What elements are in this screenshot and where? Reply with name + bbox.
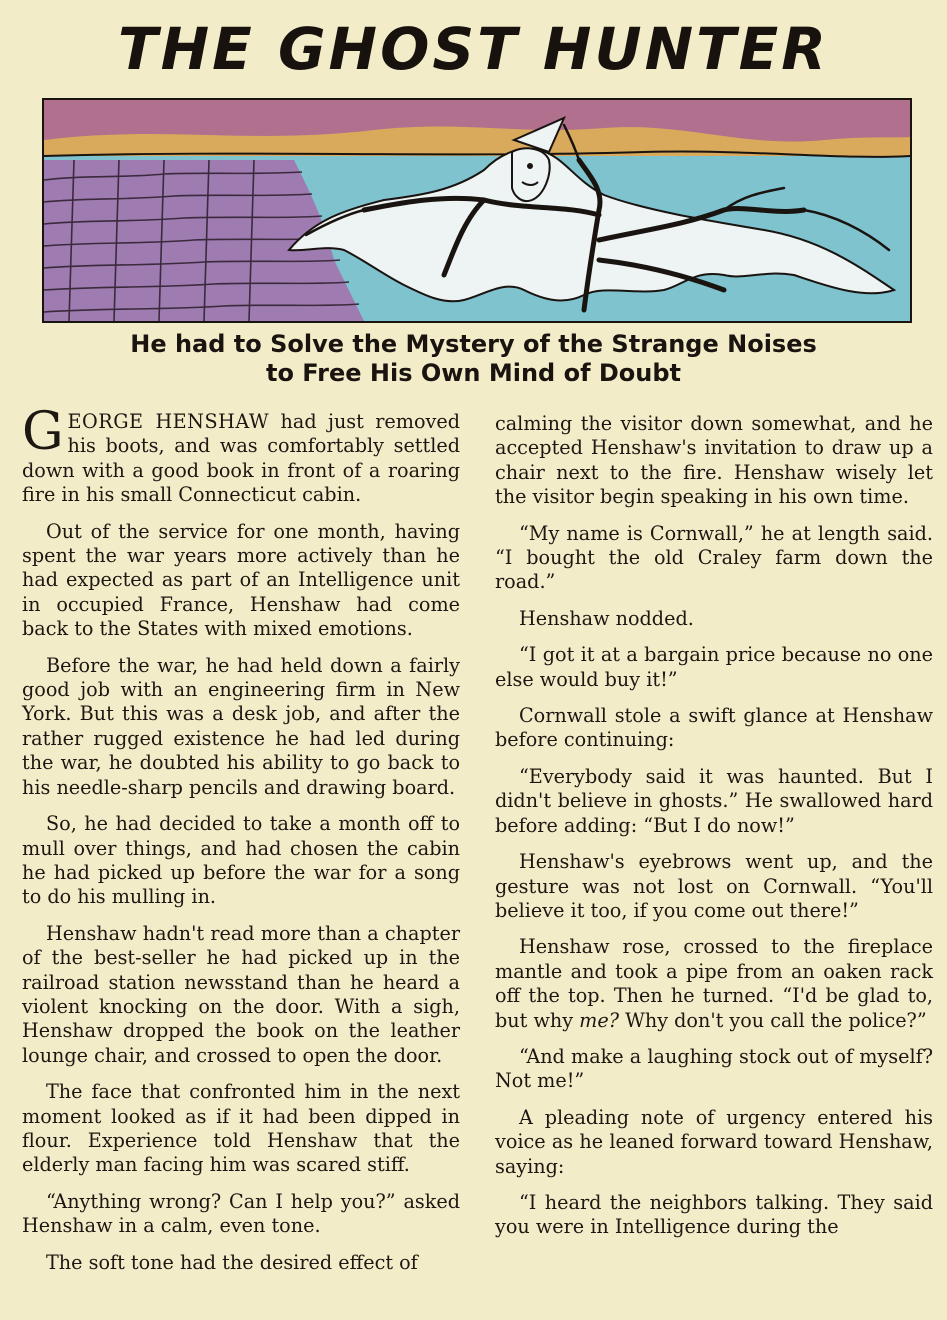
ghost-illustration <box>42 98 912 323</box>
paragraph: Henshaw's eyebrows went up, and the gesture was not lost on Cornwall. “You'll believe it too, if you come out there!” <box>495 850 933 922</box>
drop-cap: G <box>22 402 64 462</box>
paragraph: Cornwall stole a swift glance at Henshaw before continuing: <box>495 704 933 752</box>
paragraph <box>22 402 460 508</box>
subtitle-line-2: to Free His Own Mind of Doubt <box>265 359 682 387</box>
paragraph: The face that confronted him in the next moment looked as if it had been dipped in flour. Experience told Henshaw that the elderly man facing him was scared stiff. <box>22 1080 460 1177</box>
story-title: THE GHOST HUNTER <box>118 15 829 83</box>
paragraph: “I heard the neighbors talking. They said you were in Intelligence during the <box>495 1190 933 1239</box>
paragraph-text: Why don't you call the police?” <box>619 1008 927 1032</box>
paragraph: “I got it at a bargain price because no one else would buy it!” <box>495 643 933 691</box>
subtitle-line-1: He had to Solve the Mystery of the Strange Noises <box>130 330 817 358</box>
ghost-on-roof-drawing <box>44 100 910 321</box>
right-text-column <box>495 412 933 1252</box>
story-subtitle <box>0 330 947 388</box>
paragraph: Before the war, he had held down a fairly good job with an engineering firm in New York. But this was a desk job, and after the rather rugged existence he had led during the war, he doubted his ability to go back to his needle-sharp pencils and drawing board. <box>22 653 460 799</box>
emphasis: me? <box>579 1008 620 1032</box>
paragraph: “And make a laughing stock out of myself? Not me!” <box>495 1044 933 1093</box>
left-text-column <box>22 402 460 1287</box>
paragraph: “My name is Cornwall,” he at length said. “I bought the old Craley farm down the road.” <box>495 521 933 594</box>
paragraph: The soft tone had the desired effect of <box>46 1250 418 1274</box>
paragraph: calming the visitor down somewhat, and he accepted Henshaw's invitation to draw up a chair next to the fire. Henshaw wisely let the visitor begin speaking in his own time. <box>495 412 933 509</box>
paragraph: Out of the service for one month, having spent the war years more actively than he had expected as part of an Intelligence unit in occupied France, Henshaw had come back to the States with mixed emotions. <box>22 519 460 641</box>
paragraph-text: had just removed his boots, and was comfortably settled down with a good book in front of a roaring fire in his small Connecticut cabin. <box>22 410 460 507</box>
opening-name: EORGE HENSHAW <box>67 410 270 433</box>
paragraph: “Everybody said it was haunted. But I didn't believe in ghosts.” He swallowed hard before adding: “But I do now!” <box>495 764 933 837</box>
paragraph <box>495 935 933 1033</box>
paragraph-text: Henshaw rose, crossed to the fireplace mantle and took a pipe from an oaken rack off the top. Then he turned. “I'd be glad to, but why <box>495 935 933 1032</box>
paragraph: “Anything wrong? Can I help you?” asked Henshaw in a calm, even tone. <box>22 1189 460 1238</box>
paragraph: A pleading note of urgency entered his voice as he leaned forward toward Henshaw, saying: <box>495 1105 933 1178</box>
paragraph: So, he had decided to take a month off to mull over things, and had chosen the cabin he had picked up before the war for a song to do his mulling in. <box>22 812 460 909</box>
paragraph: Henshaw hadn't read more than a chapter of the best-seller he had picked up in the railroad station newsstand than he heard a violent knocking on the door. With a sigh, Henshaw dropped the book on the leather lounge chair, and crossed to open the door. <box>22 921 460 1067</box>
paragraph: Henshaw nodded. <box>519 606 694 630</box>
